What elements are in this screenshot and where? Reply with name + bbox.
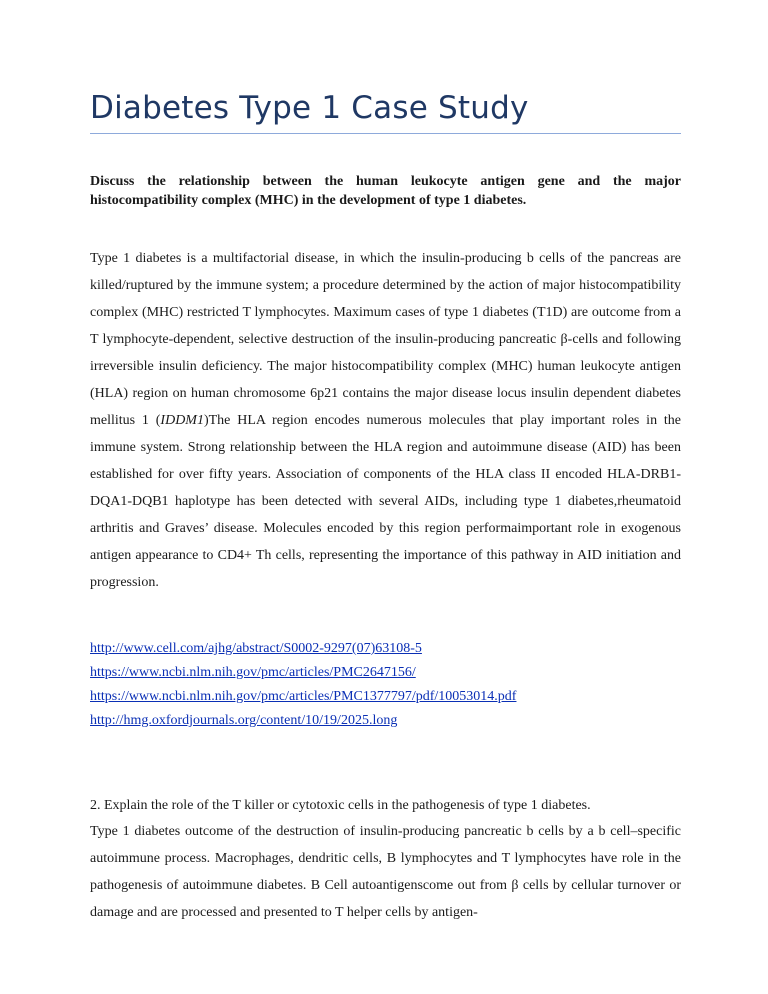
paragraph-1-italic-term: IDDM1 xyxy=(160,413,204,428)
reference-link-2[interactable]: https://www.ncbi.nlm.nih.gov/pmc/articles/PMC2647156/ xyxy=(90,665,416,680)
title-underline xyxy=(90,133,681,134)
reference-link-1[interactable]: http://www.cell.com/ajhg/abstract/S0002-9297(07)63108-5 xyxy=(90,641,422,656)
paragraph-1-text-b: )The HLA region encodes numerous molecules that play important roles in the immune system. Strong relationship between the HLA region and autoimmune disease (AID) has been established for over fifty years. Association of components of the HLA class II encoded HLA-DRB1-DQA1-DQB1 haplotype has been detected with several AIDs, including type 1 diabetes,rheumatoid arthritis and Graves’ disease. Molecules encoded by this region performaimportant role in exogenous antigen appearance to CD4+ Th cells, representing the importance of this pathway in AID initiation and progression. xyxy=(90,413,681,590)
paragraph-1 xyxy=(90,245,681,596)
reference-links xyxy=(90,637,681,733)
question-1: Discuss the relationship between the human leukocyte antigen gene and the major histocompatibility complex (MHC) in the development of type 1 diabetes. xyxy=(90,174,681,208)
paragraph-2: Type 1 diabetes outcome of the destruction of insulin-producing pancreatic b cells by a b cell–specific autoimmune process. Macrophages, dendritic cells, B lymphocytes and T lymphocytes have role in the pathogenesis of autoimmune diabetes. B Cell autoantigenscome out from β cells by cellular turnover or damage and are processed and presented to T helper cells by antigen- xyxy=(90,824,681,920)
document-title: Diabetes Type 1 Case Study xyxy=(90,90,529,126)
reference-link-3[interactable]: https://www.ncbi.nlm.nih.gov/pmc/articles/PMC1377797/pdf/10053014.pdf xyxy=(90,689,517,704)
reference-link-4[interactable]: http://hmg.oxfordjournals.org/content/10/19/2025.long xyxy=(90,713,398,728)
question-2: 2. Explain the role of the T killer or cytotoxic cells in the pathogenesis of type 1 diabetes. xyxy=(90,798,591,813)
paragraph-1-text-a: Type 1 diabetes is a multifactorial disease, in which the insulin-producing b cells of the pancreas are killed/ruptured by the immune system; a procedure determined by the action of major histocompatibility complex (MHC) restricted T lymphocytes. Maximum cases of type 1 diabetes (T1D) are outcome from a T lymphocyte-dependent, selective destruction of the insulin-producing pancreatic β-cells and following irreversible insulin deficiency. The major histocompatibility complex (MHC) human leukocyte antigen (HLA) region on human chromosome 6p21 contains the major disease locus insulin dependent diabetes mellitus 1 ( xyxy=(90,251,681,428)
